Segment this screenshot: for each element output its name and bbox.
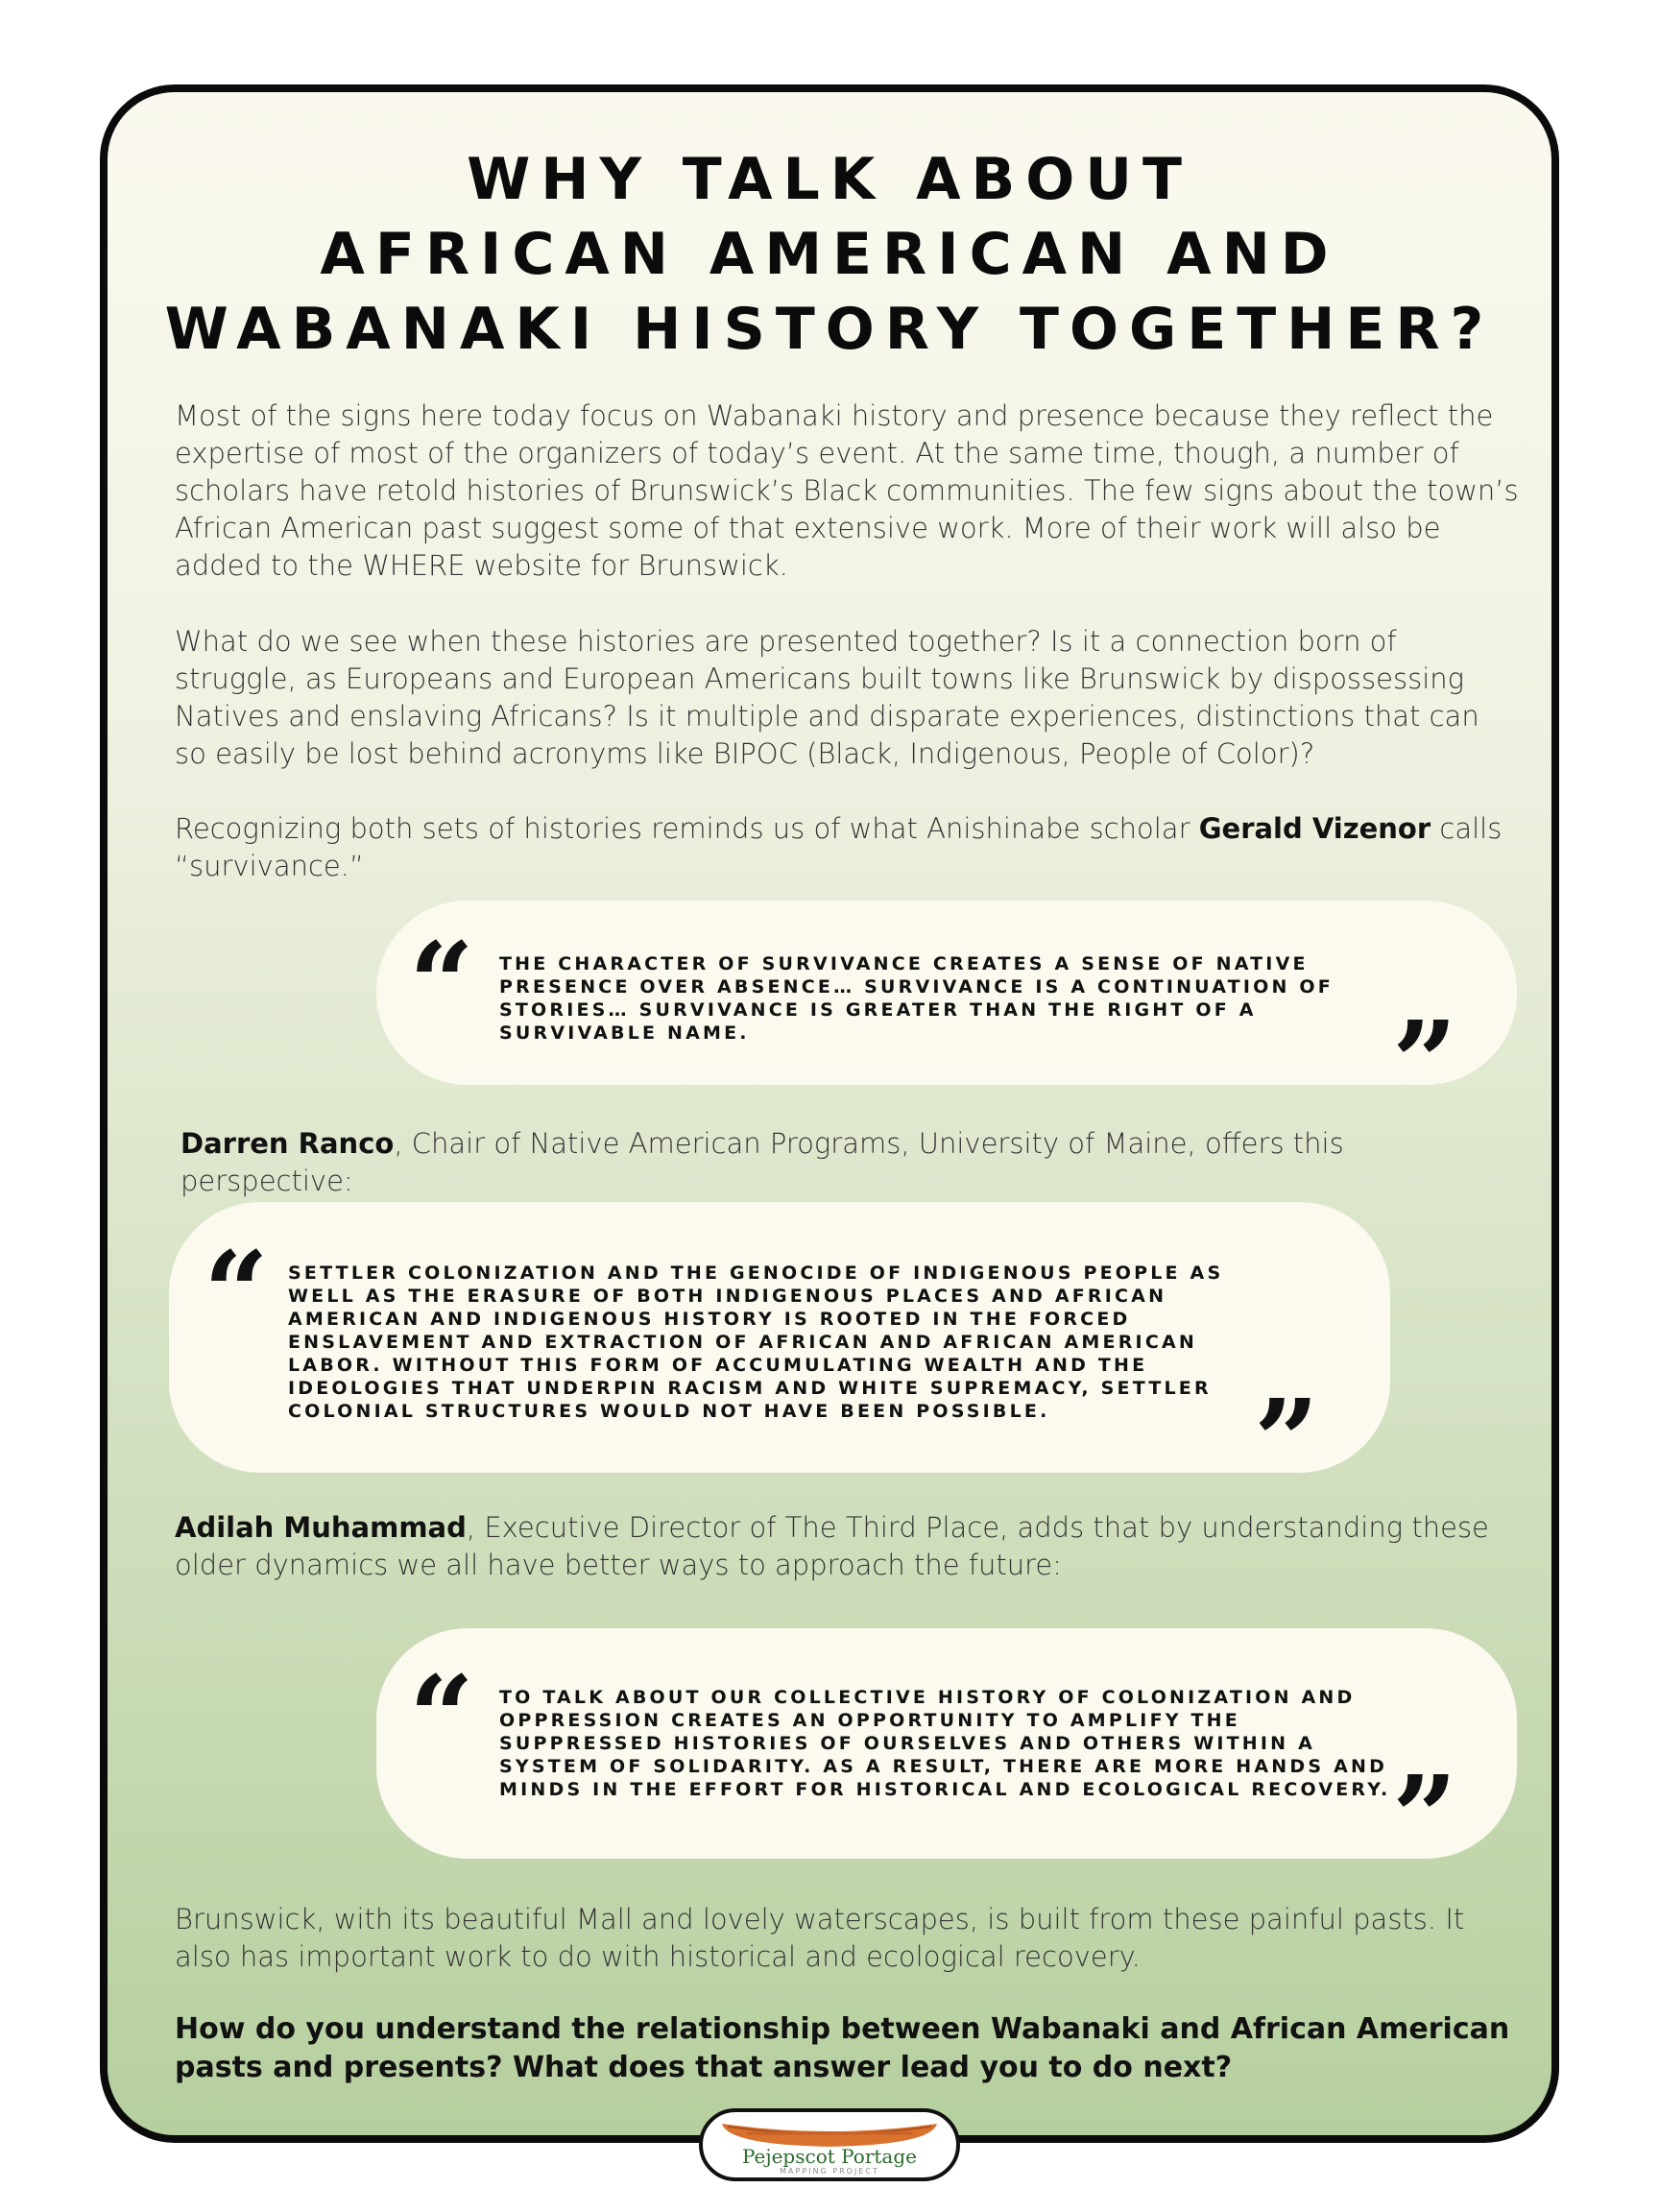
intro-paragraph-3 xyxy=(175,810,1519,885)
close-quote-icon: ” xyxy=(1392,996,1457,1129)
muhammad-name: Adilah Muhammad xyxy=(175,1511,467,1544)
title-line-2: AFRICAN AMERICAN AND xyxy=(320,221,1339,288)
closing-paragraph: Brunswick, with its beautiful Mall and lovely waterscapes, is built from these painful pasts. It also has important work to do with historical and ecological recovery. xyxy=(175,1903,1465,1973)
ranco-name: Darren Ranco xyxy=(180,1127,395,1160)
quote-muhammad-text: TO TALK ABOUT OUR COLLECTIVE HISTORY OF COLONIZATION AND OPPRESSION CREATES AN OPPORTUNITY TO AMPLIFY THE SUPPRESSED HISTORIES OF OURSELVES AND OTHERS WITHIN A SYSTEM OF SOLIDARITY. AS A RESULT, THERE ARE MORE HANDS AND MINDS IN THE EFFORT FOR HISTORICAL AND ECOLOGICAL RECOVERY. xyxy=(499,1687,1391,1800)
logo-subtitle: MAPPING PROJECT xyxy=(780,2167,879,2176)
intro-paragraph-1: Most of the signs here today focus on Wabanaki history and presence because they reflect the expertise of most of the organizers of today’s event. At the same time, though, a number of scholars have retold histories of Brunswick’s Black communities. The few signs about the town’s African American past suggest some of that extensive work. More of their work will also be added to the WHERE website for Brunswick. xyxy=(175,399,1519,582)
ranco-attribution xyxy=(180,1125,1525,1200)
intro-p3-before: Recognizing both sets of histories reminds us of what Anishinabe scholar xyxy=(175,812,1199,845)
intro-p3-after: calls “survivance.” xyxy=(175,812,1503,882)
poster-card xyxy=(100,84,1559,2143)
quote-muhammad xyxy=(376,1628,1517,1884)
logo-name: Pejepscot Portage xyxy=(742,2145,917,2168)
quote-ranco xyxy=(169,1202,1390,1507)
quote-vizenor xyxy=(376,901,1517,1129)
ranco-role: , Chair of Native American Programs, University of Maine, offers this perspective: xyxy=(180,1127,1344,1197)
pejepscot-logo xyxy=(699,2108,960,2181)
muhammad-role: , Executive Director of The Third Place, adds that by understanding these older dynamics we all have better ways to approach the future: xyxy=(175,1511,1489,1581)
close-quote-icon: ” xyxy=(1254,1374,1319,1507)
quote-vizenor-text: THE CHARACTER OF SURVIVANCE CREATES A SENSE OF NATIVE PRESENCE OVER ABSENCE… SURVIVANCE IS A CONTINUATION OF STORIES… SURVIVANCE IS GREATER THAN THE RIGHT OF A SURVIVABLE NAME. xyxy=(499,953,1334,1044)
close-quote-icon: ” xyxy=(1392,1750,1457,1884)
open-quote-icon: “ xyxy=(409,917,474,1050)
page-title xyxy=(108,142,1551,367)
intro-paragraph-2: What do we see when these histories are presented together? Is it a connection born of struggle, as Europeans and European Americans built towns like Brunswick by dispossessing Natives and enslaving Africans? Is it multiple and disparate experiences, distinctions that can so easily be lost behind acronyms like BIPOC (Black, Indigenous, People of Color)? xyxy=(175,625,1479,770)
title-line-1: WHY TALK ABOUT xyxy=(467,146,1192,213)
muhammad-attribution xyxy=(175,1509,1519,1584)
vizenor-name: Gerald Vizenor xyxy=(1198,812,1431,845)
closing-question: How do you understand the relationship between Wabanaki and African American pasts and presents? What does that answer lead you to do next? xyxy=(175,2012,1510,2084)
open-quote-icon: “ xyxy=(204,1226,269,1359)
quote-ranco-text: SETTLER COLONIZATION AND THE GENOCIDE OF INDIGENOUS PEOPLE AS WELL AS THE ERASURE OF BOTH INDIGENOUS PLACES AND AFRICAN AMERICAN AND INDIGENOUS HISTORY IS ROOTED IN THE FORCED ENSLAVEMENT AND EXTRACTION OF AFRICAN AND AFRICAN AMERICAN LABOR. WITHOUT THIS FORM OF ACCUMULATING WEALTH AND THE IDEOLOGIES THAT UNDERPIN RACISM AND WHITE SUPREMACY, SETTLER COLONIAL STRUCTURES WOULD NOT HAVE BEEN POSSIBLE. xyxy=(288,1262,1224,1422)
open-quote-icon: “ xyxy=(409,1650,474,1784)
title-line-3: WABANAKI HISTORY TOGETHER? xyxy=(164,296,1495,363)
